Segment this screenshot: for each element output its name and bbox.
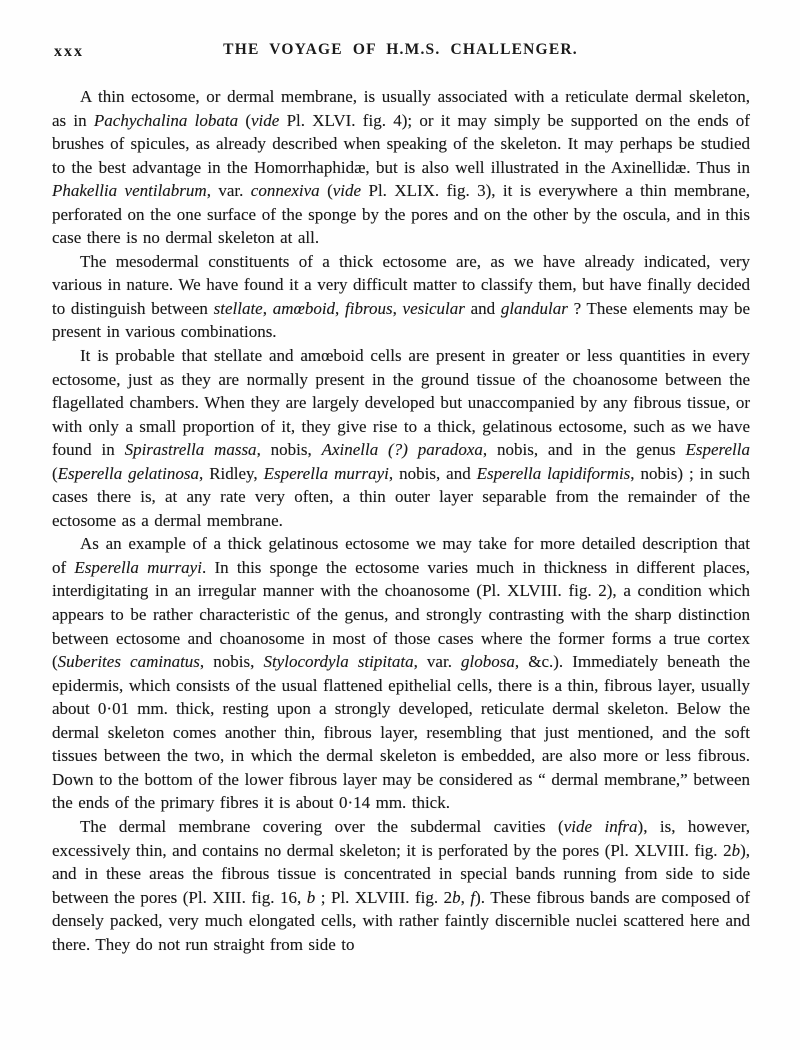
body-text-segment: ). These fibrous bands are composed of densely packed, very much elongated cells, with rather faintly discernible nuclei scattered here and there. They do not run straight from side to — [52, 887, 750, 954]
italic-text: globosa — [461, 652, 515, 672]
body-text-segment: , nobis) ; in such cases there is, at any rate very often, a thin outer layer separable from the remainder of the ectosome as a dermal membrane. — [52, 463, 750, 530]
body-text-segment: , Ridley, — [198, 463, 264, 483]
italic-text: Axinella (?) paradoxa — [321, 440, 483, 460]
body-text-segment: Pl. XLVI. fig. 4); or it may simply be supported on the ends of brushes of spicules, as already described when speaking of the skeleton. It may perhaps be studied to the best advantage in the Homorrhaphidæ, but is also well illustrated in the Axinellidæ. Thus in — [52, 110, 750, 177]
page-number: xxx — [54, 43, 84, 60]
body-text-segment: . In this sponge the ectosome varies much in thickness in different places, interdigitating in an irregular manner with the choanosome (Pl. XLVIII. fig. 2), a condition which appears to be rather characteristic of the genus, and strongly contrasting with the sharp distinction between ectosome and choanosome in most of those cases where the former forms a true cortex ( — [52, 557, 750, 672]
running-title: THE VOYAGE OF H.M.S. CHALLENGER. — [223, 41, 578, 58]
italic-text: Esperella — [685, 440, 750, 460]
italic-text: Suberites caminatus — [57, 652, 200, 672]
italic-text: stellate — [213, 298, 263, 318]
italic-text: Spirastrella massa — [124, 440, 257, 460]
italic-text: b — [306, 887, 316, 907]
italic-text: vide — [251, 110, 280, 130]
body-text-segment: , &c.). Immediately beneath the epidermis, which consists of the usual flattened epithelial cells, there is a thin, fibrous layer, usually about 0·01 mm. thick, resting upon a strongly developed, reticulate dermal skeleton. Below the dermal skeleton comes another thin, fibrous layer, resembling that just mentioned, and the soft tissues between the two, in which the dermal skeleton is embedded, are also more or less fibrous. Down to the bottom of the lower fibrous layer may be considered as “ dermal membrane,” between the ends of the primary fibres it is about 0·14 mm. thick. — [52, 652, 750, 813]
body-text-segment: The dermal membrane covering over the subdermal cavities ( — [80, 816, 564, 836]
body-text-segment: ( — [319, 181, 333, 201]
body-text-segment: A thin ectosome, or dermal membrane, is usually associated with a reticulate dermal skeleton, as in — [52, 87, 750, 130]
italic-text: Stylocordyla stipitata — [263, 652, 414, 672]
italic-text: glandular — [500, 298, 568, 318]
italic-text: Esperella murrayi — [263, 463, 389, 483]
italic-text: Esperella lapidiformis — [476, 463, 631, 483]
body-text-segment: and — [464, 298, 501, 318]
page-body — [52, 85, 750, 956]
body-text-segment: ), and in these areas the fibrous tissue is concentrated in special bands running from side to side between the pores (Pl. XIII. fig. 16, — [52, 840, 750, 907]
body-text-segment: , nobis, and — [388, 463, 477, 483]
italic-text: connexiva — [250, 181, 320, 201]
italic-text: Esperella gelatinosa — [57, 463, 199, 483]
paragraph-1 — [52, 85, 750, 250]
body-text-segment: As an example of a thick gelatinous ectosome we may take for more detailed description that of — [52, 534, 750, 577]
italic-text: fibrous — [345, 298, 393, 318]
body-text-segment: , nobis, — [199, 652, 264, 672]
body-text-segment: , — [262, 298, 273, 318]
italic-text: vesicular — [402, 298, 465, 318]
italic-text: Esperella murrayi — [74, 557, 202, 577]
italic-text: amœboid — [272, 298, 336, 318]
body-text-segment: It is probable that stellate and amœboid cells are present in greater or less quantities in every ectosome, just as they are normally present in the ground tissue of the choanosome between the flagellated chambers. When they are largely developed but unaccompanied by any fibrous tissue, or with only a small proportion of it, they give rise to a thick, gelatinous ectosome, such as we have found in — [52, 346, 750, 460]
body-text-segment: ( — [238, 110, 251, 130]
body-text-segment: , — [460, 887, 471, 907]
body-text-segment: ; Pl. XLVIII. fig. 2 — [315, 887, 453, 907]
paragraph-5 — [52, 815, 750, 956]
italic-text: vide — [332, 181, 362, 201]
body-text-segment: , var. — [413, 652, 462, 672]
paragraph-4 — [52, 532, 750, 815]
italic-text: vide infra — [563, 816, 638, 836]
page-header — [52, 41, 749, 63]
body-text-segment: ), is, however, excessively thin, and contains no dermal skeleton; it is perforated by the pores (Pl. XLVIII. fig. 2 — [52, 816, 751, 860]
body-text-segment: , — [335, 298, 346, 318]
body-text-segment: , nobis, — [256, 440, 322, 460]
body-text-segment: ( — [52, 463, 58, 483]
paragraph-3 — [52, 344, 750, 532]
italic-text: f — [470, 887, 476, 907]
body-text-segment: The mesodermal constituents of a thick ectosome are, as we have already indicated, very various in nature. We have found it a very difficult matter to classify them, but have finally decided to distinguish between — [52, 251, 750, 318]
paragraph-2 — [52, 250, 750, 344]
body-text-segment: , nobis, and in the genus — [482, 440, 686, 460]
italic-text: b — [452, 887, 461, 907]
body-text-segment: , — [392, 298, 403, 318]
italic-text: Phakellia ventilabrum — [52, 181, 207, 201]
body-text-segment: ? These elements may be present in various combinations. — [52, 298, 751, 342]
body-text-segment: , var. — [206, 181, 251, 201]
italic-text: b — [731, 840, 741, 860]
body-text-segment: Pl. XLIX. fig. 3), it is everywhere a thin membrane, perforated on the one surface of the sponge by the pores and on the other by the oscula, and in this case there is no dermal skeleton at all. — [52, 181, 750, 248]
italic-text: Pachychalina lobata — [93, 110, 239, 130]
